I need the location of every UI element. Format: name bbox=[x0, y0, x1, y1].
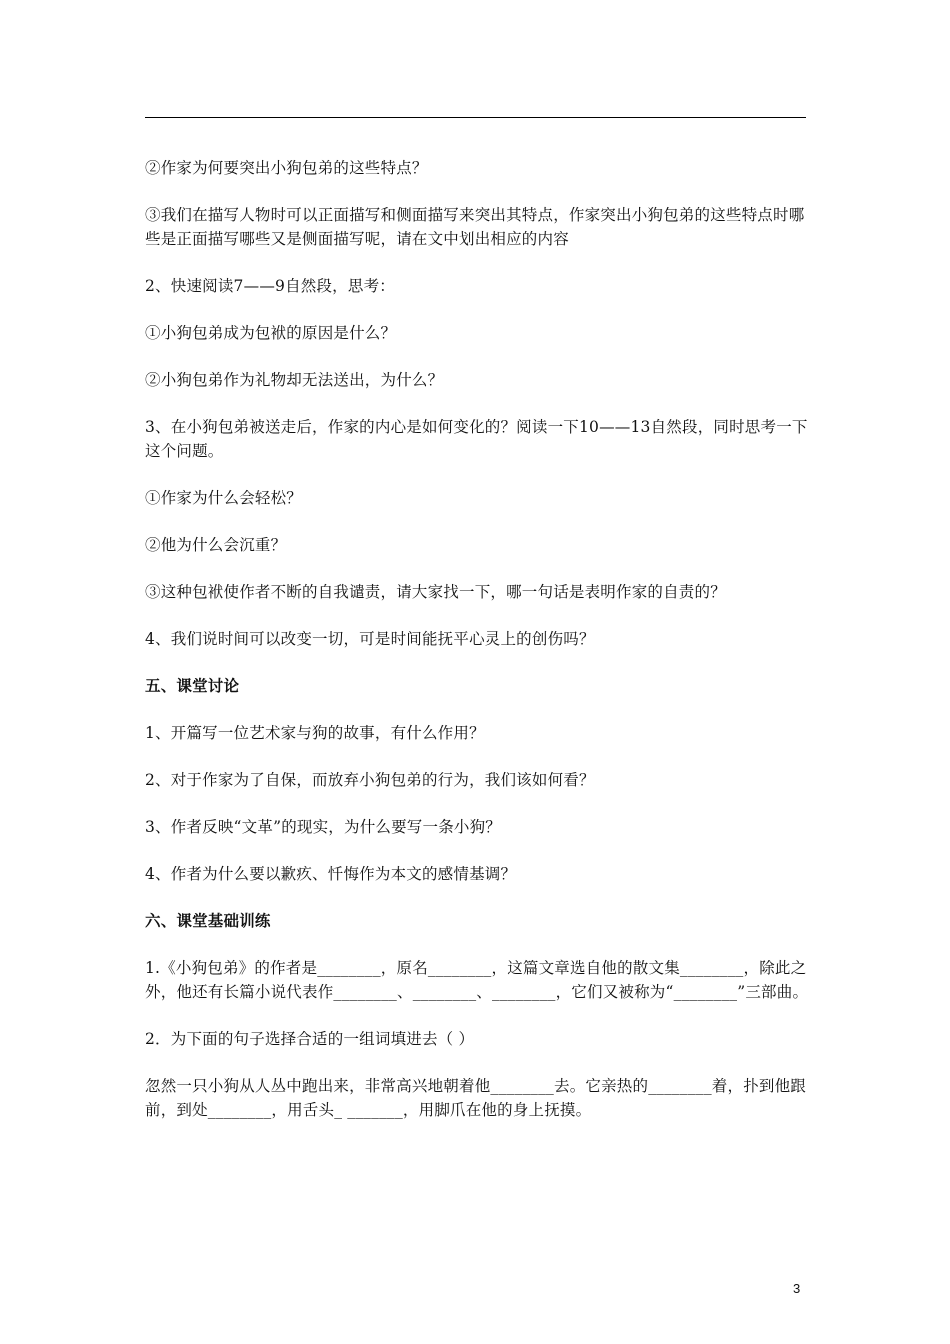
question-2-2: ②作家为何要突出小狗包弟的这些特点？ bbox=[145, 159, 428, 177]
discussion-3: 3、作者反映“文革”的现实，为什么要写一条小狗？ bbox=[145, 818, 502, 836]
task-3: 3、在小狗包弟被送走后，作家的内心是如何变化的？阅读一下10——13自然段，同时思考一下这个问题。 bbox=[145, 418, 808, 460]
question-3a: ①作家为什么会轻松？ bbox=[145, 489, 303, 507]
exercise-2-passage: 忽然一只小狗从人丛中跑出来，非常高兴地朝着他________去。它亲热的________着，扑到他跟前，到处________，用舌头_ _______，用脚爪在他的身上抚摸。 bbox=[145, 1077, 807, 1119]
task-2: 2、快速阅读7——9自然段，思考： bbox=[145, 277, 395, 295]
question-2a: ①小狗包弟成为包袱的原因是什么？ bbox=[145, 324, 397, 342]
discussion-4: 4、作者为什么要以歉疚、忏悔作为本文的感情基调？ bbox=[145, 865, 517, 883]
exercise-2: 2．为下面的句子选择合适的一组词填进去（ ） bbox=[145, 1030, 475, 1048]
section-heading-discussion: 五、课堂讨论 bbox=[145, 676, 240, 695]
discussion-1: 1、开篇写一位艺术家与狗的故事，有什么作用？ bbox=[145, 724, 485, 742]
page-number: 3 bbox=[793, 1281, 801, 1296]
header-rule bbox=[145, 117, 806, 118]
discussion-2: 2、对于作家为了自保，而放弃小狗包弟的行为，我们该如何看？ bbox=[145, 771, 595, 789]
exercise-1: 1.《小狗包弟》的作者是________，原名________，这篇文章选自他的散文集________，除此之外，他还有长篇小说代表作________、________、________，它们又被称为“________”三部曲。 bbox=[145, 959, 809, 1001]
question-2b: ②小狗包弟作为礼物却无法送出，为什么？ bbox=[145, 371, 444, 389]
question-3c: ③这种包袱使作者不断的自我谴责，请大家找一下，哪一句话是表明作家的自责的？ bbox=[145, 583, 726, 601]
document-body bbox=[145, 156, 809, 1122]
section-heading-training: 六、课堂基础训练 bbox=[145, 911, 271, 930]
task-4: 4、我们说时间可以改变一切，可是时间能抚平心灵上的创伤吗？ bbox=[145, 630, 595, 648]
question-3b: ②他为什么会沉重？ bbox=[145, 536, 287, 554]
question-2-3: ③我们在描写人物时可以正面描写和侧面描写来突出其特点，作家突出小狗包弟的这些特点时哪些是正面描写哪些又是侧面描写呢，请在文中划出相应的内容 bbox=[145, 206, 805, 248]
